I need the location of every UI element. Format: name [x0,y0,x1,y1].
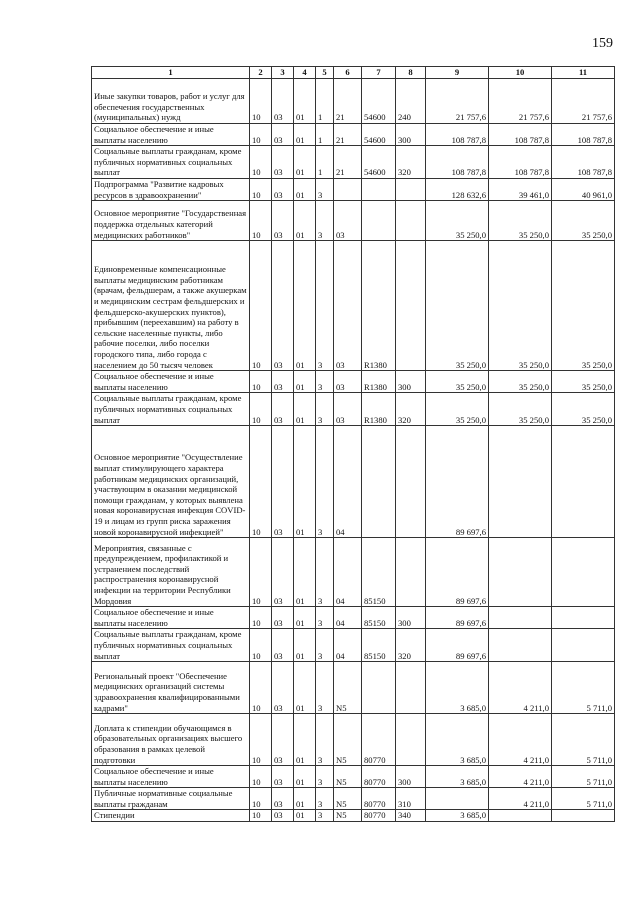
table-row [92,241,615,371]
row-label-cell: Социальные выплаты гражданам, кроме публичных нормативных социальных выплат [92,146,250,179]
value-cell: 21 [334,146,362,179]
value-cell: 85150 [362,629,396,662]
value-cell: 10 [250,607,272,629]
value-cell: 10 [250,241,272,371]
row-label-cell: Доплата к стипендии обучающимся в образовательных организациях высшего образования в рамках целевой подготовки [92,714,250,766]
value-cell: 03 [272,124,294,146]
value-cell: 03 [272,178,294,200]
value-cell: 3 685,0 [426,810,489,822]
row-label-cell: Социальные выплаты гражданам, кроме публичных нормативных социальных выплат [92,393,250,426]
value-cell [362,178,396,200]
value-cell: 80770 [362,714,396,766]
value-cell [362,662,396,714]
value-cell: 89 697,6 [426,538,489,607]
value-cell: 3 [316,788,334,810]
table-row [92,538,615,607]
value-cell: 10 [250,201,272,241]
value-cell: 01 [294,146,316,179]
value-cell: 01 [294,662,316,714]
table-row [92,629,615,662]
table-row [92,201,615,241]
value-cell: 54600 [362,79,396,124]
value-cell: 320 [396,393,426,426]
value-cell: 21 [334,79,362,124]
value-cell: 340 [396,810,426,822]
value-cell [426,788,489,810]
value-cell: 03 [334,201,362,241]
table-row [92,607,615,629]
value-cell: 108 787,8 [489,124,552,146]
value-cell: 3 [316,662,334,714]
value-cell: 10 [250,393,272,426]
value-cell: 03 [272,79,294,124]
header-cell: 10 [489,67,552,79]
table-row [92,810,615,822]
value-cell: 1 [316,124,334,146]
value-cell: 21 757,6 [552,79,615,124]
value-cell: 10 [250,178,272,200]
value-cell: 35 250,0 [489,201,552,241]
value-cell: 310 [396,788,426,810]
value-cell: 4 211,0 [489,766,552,788]
value-cell: 03 [272,810,294,822]
value-cell: 10 [250,662,272,714]
value-cell: 01 [294,79,316,124]
row-label-cell: Единовременные компенсационные выплаты медицинским работникам (врачам, фельдшерам, а также акушеркам и медицинским сестрам фельдшерских и фельдшерско-акушерских пунктов), прибывшим (переехавшим) на работу в сельские населенные пункты, либо рабочие поселки, либо поселки городского типа, либо города с населением до 50 тысяч человек [92,241,250,371]
table-row [92,79,615,124]
row-label-cell: Социальное обеспечение и иные выплаты населению [92,766,250,788]
value-cell: 5 711,0 [552,662,615,714]
value-cell [552,607,615,629]
value-cell [396,426,426,538]
value-cell: 03 [272,146,294,179]
value-cell: 01 [294,124,316,146]
value-cell [396,241,426,371]
value-cell [552,810,615,822]
value-cell: 03 [272,371,294,393]
value-cell: 03 [334,393,362,426]
value-cell [489,538,552,607]
value-cell: 89 697,6 [426,426,489,538]
value-cell: 300 [396,766,426,788]
header-cell: 5 [316,67,334,79]
value-cell: 10 [250,629,272,662]
value-cell: 89 697,6 [426,629,489,662]
value-cell: 5 711,0 [552,766,615,788]
value-cell: 128 632,6 [426,178,489,200]
table-body [92,79,615,822]
value-cell: 3 685,0 [426,714,489,766]
value-cell: 320 [396,629,426,662]
value-cell: 85150 [362,607,396,629]
value-cell: 01 [294,607,316,629]
value-cell: 03 [334,241,362,371]
value-cell: 04 [334,538,362,607]
value-cell: 5 711,0 [552,714,615,766]
row-label-cell: Основное мероприятие "Государственная поддержка отдельных категорий медицинских работников" [92,201,250,241]
value-cell: 10 [250,146,272,179]
value-cell [362,426,396,538]
value-cell: 35 250,0 [426,371,489,393]
value-cell: N5 [334,788,362,810]
header-cell: 3 [272,67,294,79]
value-cell: 3 [316,371,334,393]
value-cell: 21 [334,124,362,146]
value-cell: 01 [294,371,316,393]
value-cell: 3 [316,393,334,426]
value-cell: 35 250,0 [426,241,489,371]
table-row [92,178,615,200]
value-cell: 03 [272,714,294,766]
value-cell: 35 250,0 [426,201,489,241]
value-cell [489,426,552,538]
value-cell [396,201,426,241]
value-cell: 03 [272,766,294,788]
value-cell: 108 787,8 [426,146,489,179]
value-cell [489,810,552,822]
value-cell: 01 [294,426,316,538]
value-cell: 300 [396,124,426,146]
value-cell: 04 [334,607,362,629]
header-cell: 2 [250,67,272,79]
value-cell: 03 [272,662,294,714]
value-cell: 3 [316,201,334,241]
value-cell: 108 787,8 [552,124,615,146]
table-row [92,371,615,393]
value-cell: 108 787,8 [489,146,552,179]
value-cell [489,629,552,662]
value-cell: N5 [334,810,362,822]
value-cell: 1 [316,146,334,179]
value-cell: 89 697,6 [426,607,489,629]
value-cell: 01 [294,538,316,607]
row-label-cell: Стипендии [92,810,250,822]
table-row [92,766,615,788]
value-cell: 10 [250,79,272,124]
value-cell: 03 [272,201,294,241]
value-cell: 3 685,0 [426,766,489,788]
row-label-cell: Региональный проект "Обеспечение медицинских организаций системы здравоохранения квалифицированными кадрами" [92,662,250,714]
value-cell: 300 [396,607,426,629]
table-row [92,662,615,714]
value-cell: 108 787,8 [426,124,489,146]
value-cell: N5 [334,766,362,788]
value-cell: 5 711,0 [552,788,615,810]
value-cell: 10 [250,538,272,607]
value-cell: 3 [316,241,334,371]
value-cell: 35 250,0 [426,393,489,426]
value-cell: 03 [272,393,294,426]
value-cell: 80770 [362,788,396,810]
value-cell [489,607,552,629]
value-cell [396,714,426,766]
value-cell [552,629,615,662]
header-row [92,67,615,79]
row-label-cell: Иные закупки товаров, работ и услуг для обеспечения государственных (муниципальных) нужд [92,79,250,124]
value-cell: 01 [294,714,316,766]
value-cell: 10 [250,788,272,810]
value-cell: 35 250,0 [552,201,615,241]
value-cell: R1380 [362,371,396,393]
header-cell: 6 [334,67,362,79]
value-cell [552,538,615,607]
value-cell: 10 [250,371,272,393]
row-label-cell: Социальные выплаты гражданам, кроме публичных нормативных социальных выплат [92,629,250,662]
table-row [92,146,615,179]
header-cell: 4 [294,67,316,79]
budget-table [91,66,615,822]
value-cell: R1380 [362,393,396,426]
table-row [92,788,615,810]
value-cell: 35 250,0 [552,241,615,371]
value-cell: 10 [250,124,272,146]
value-cell [362,201,396,241]
value-cell: 10 [250,766,272,788]
row-label-cell: Социальное обеспечение и иные выплаты населению [92,371,250,393]
header-cell: 8 [396,67,426,79]
value-cell: R1380 [362,241,396,371]
value-cell: 03 [334,371,362,393]
value-cell: 21 757,6 [489,79,552,124]
value-cell: 03 [272,241,294,371]
value-cell [396,662,426,714]
value-cell: 03 [272,538,294,607]
table-row [92,393,615,426]
value-cell: 39 461,0 [489,178,552,200]
header-cell: 7 [362,67,396,79]
value-cell: 40 961,0 [552,178,615,200]
value-cell: 10 [250,426,272,538]
value-cell: 35 250,0 [552,371,615,393]
value-cell: 240 [396,79,426,124]
table-row [92,426,615,538]
value-cell: 35 250,0 [489,393,552,426]
header-cell: 11 [552,67,615,79]
value-cell: 3 [316,629,334,662]
value-cell: 04 [334,629,362,662]
value-cell: 01 [294,178,316,200]
value-cell: 3 [316,426,334,538]
value-cell [334,178,362,200]
header-cell: 1 [92,67,250,79]
value-cell: N5 [334,714,362,766]
value-cell: 10 [250,714,272,766]
value-cell: 80770 [362,766,396,788]
value-cell: 01 [294,241,316,371]
value-cell: 3 [316,766,334,788]
value-cell: 1 [316,79,334,124]
row-label-cell: Основное мероприятие "Осуществление выплат стимулирующего характера работникам медицинских организаций, участвующим в оказании медицинской помощи гражданам, у которых выявлена новая коронавирусная инфекция COVID-19 и лицам из групп риска заражения новой коронавирусной инфекцией" [92,426,250,538]
value-cell [552,426,615,538]
table-row [92,714,615,766]
value-cell: 4 211,0 [489,662,552,714]
header-cell: 9 [426,67,489,79]
value-cell [396,178,426,200]
value-cell: 10 [250,810,272,822]
row-label-cell: Подпрограмма "Развитие кадровых ресурсов в здравоохранении" [92,178,250,200]
value-cell: 04 [334,426,362,538]
value-cell: 3 [316,607,334,629]
value-cell: 3 685,0 [426,662,489,714]
value-cell: 320 [396,146,426,179]
value-cell: 01 [294,788,316,810]
value-cell: 54600 [362,146,396,179]
value-cell: 4 211,0 [489,788,552,810]
table-row [92,124,615,146]
value-cell: 3 [316,178,334,200]
value-cell: 300 [396,371,426,393]
value-cell: 3 [316,538,334,607]
value-cell: 4 211,0 [489,714,552,766]
value-cell: 80770 [362,810,396,822]
value-cell: 35 250,0 [489,241,552,371]
value-cell: 03 [272,426,294,538]
value-cell [396,538,426,607]
value-cell: 03 [272,629,294,662]
page-number: 159 [592,36,613,51]
value-cell: 35 250,0 [489,371,552,393]
value-cell: 01 [294,810,316,822]
value-cell: N5 [334,662,362,714]
value-cell: 01 [294,766,316,788]
value-cell: 108 787,8 [552,146,615,179]
row-label-cell: Публичные нормативные социальные выплаты гражданам [92,788,250,810]
value-cell: 3 [316,810,334,822]
value-cell: 54600 [362,124,396,146]
value-cell: 21 757,6 [426,79,489,124]
row-label-cell: Социальное обеспечение и иные выплаты населению [92,124,250,146]
value-cell: 35 250,0 [552,393,615,426]
value-cell: 85150 [362,538,396,607]
value-cell: 01 [294,201,316,241]
value-cell: 01 [294,629,316,662]
value-cell: 01 [294,393,316,426]
value-cell: 3 [316,714,334,766]
row-label-cell: Мероприятия, связанные с предупреждением, профилактикой и устранением последствий распространения коронавирусной инфекции на территории Республики Мордовия [92,538,250,607]
value-cell: 03 [272,607,294,629]
row-label-cell: Социальное обеспечение и иные выплаты населению [92,607,250,629]
value-cell: 03 [272,788,294,810]
